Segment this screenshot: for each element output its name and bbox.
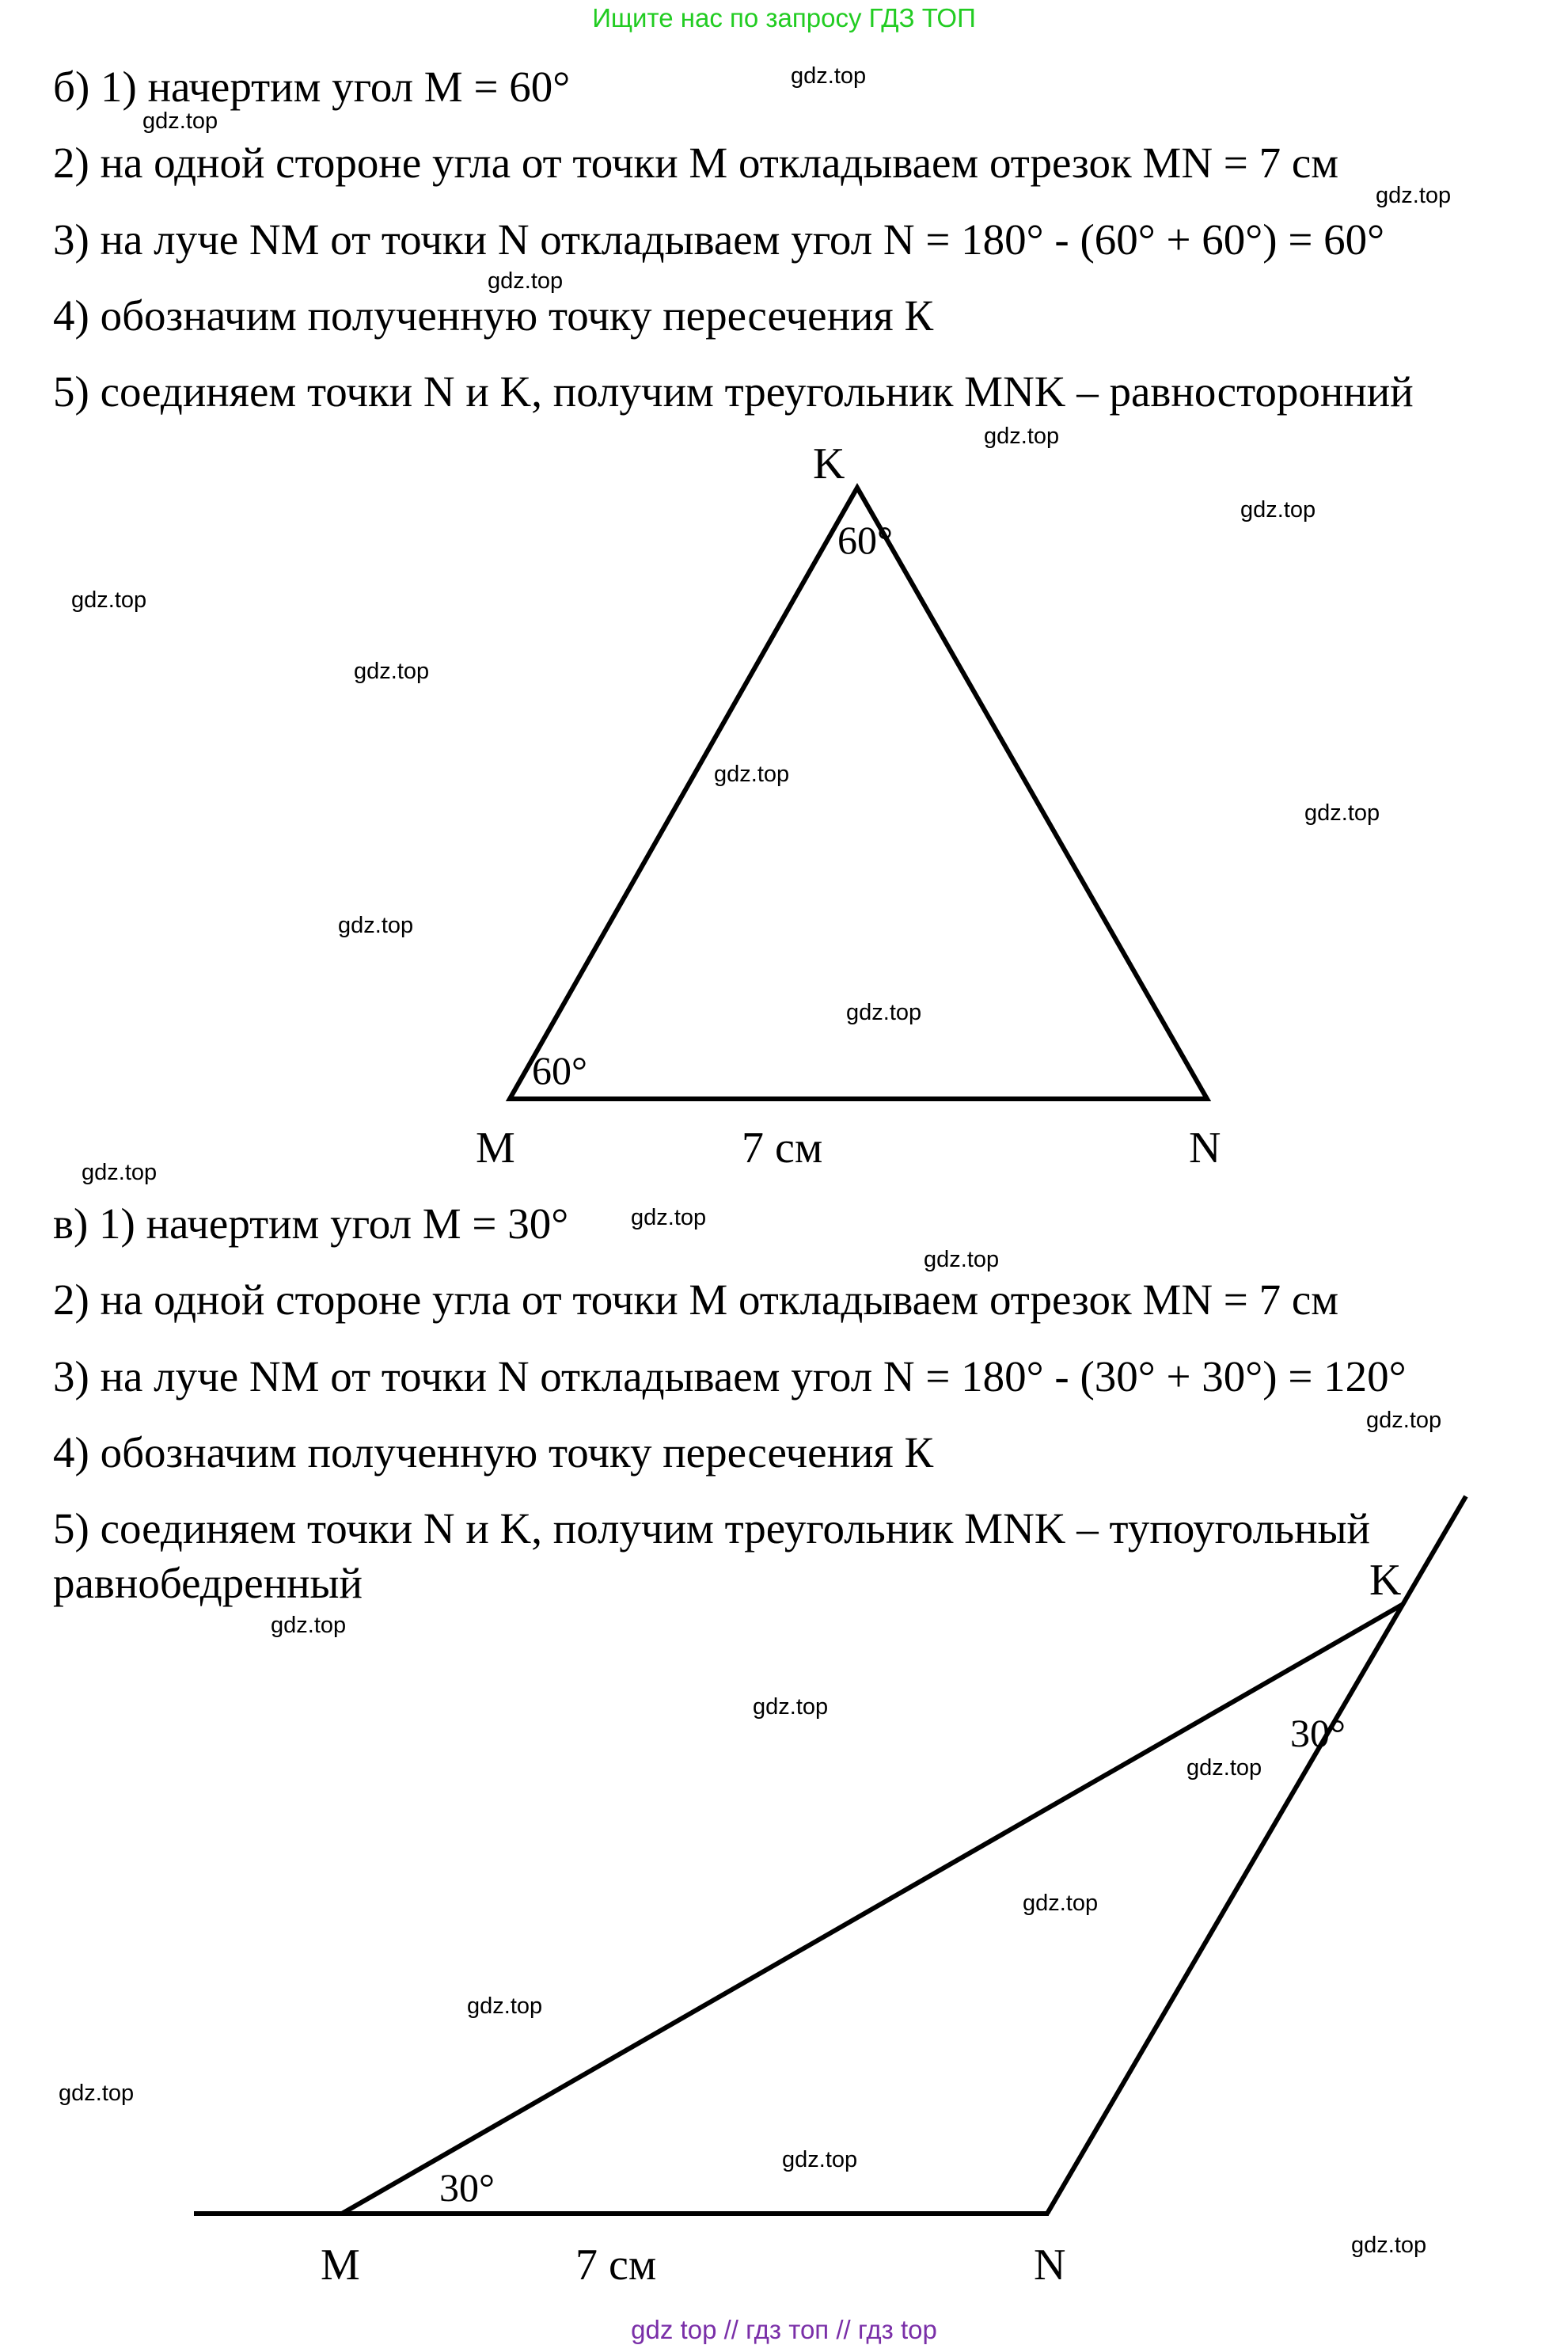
watermark: gdz.top [488, 268, 564, 294]
step-v-3: 3) на луче NM от точки N откладываем угол N = 180° - (30° + 30°) = 120° [53, 1352, 1407, 1401]
step-v-2: 2) на одной стороне угла от точки M откладываем отрезок MN = 7 см [53, 1275, 1339, 1324]
step-b-4: 4) обозначим полученную точку пересечения К [53, 291, 934, 340]
watermark: gdz.top [1304, 800, 1380, 826]
side-mn-v-label: 7 см [575, 2240, 657, 2290]
watermark: gdz.top [354, 659, 430, 684]
watermark: gdz.top [1023, 1891, 1099, 1916]
step-b-3: 3) на луче NM от точки N откладываем угол N = 180° - (60° + 60°) = 60° [53, 215, 1385, 264]
vertex-k-v: K [1369, 1556, 1402, 1605]
footer-links[interactable]: gdz top // гдз топ // гдз top [631, 2315, 937, 2344]
watermark: gdz.top [142, 108, 218, 134]
watermark: gdz.top [467, 1993, 543, 2019]
watermark: gdz.top [1186, 1755, 1262, 1781]
watermark: gdz.top [71, 587, 147, 613]
step-v-5: 5) соединяем точки N и K, получим треугольник MNK – тупоугольный [53, 1504, 1370, 1553]
top-banner[interactable]: Ищите нас по запросу ГДЗ ТОП [592, 3, 976, 32]
step-b-2: 2) на одной стороне угла от точки M откладываем отрезок MN = 7 см [53, 139, 1339, 187]
watermark: gdz.top [82, 1160, 158, 1185]
side-mk [342, 1604, 1403, 2214]
watermark: gdz.top [631, 1205, 707, 1230]
vertex-n-b: N [1189, 1123, 1221, 1172]
angle-m-b: 60° [532, 1048, 587, 1093]
watermark: gdz.top [984, 424, 1060, 449]
side-mn-b-label: 7 см [742, 1123, 823, 1172]
vertex-k-b: K [813, 439, 845, 488]
angle-k-b: 60° [837, 518, 893, 562]
watermark: gdz.top [714, 762, 790, 787]
watermark: gdz.top [1376, 183, 1452, 208]
watermark: gdz.top [924, 1247, 1000, 1272]
step-v-5-cont: равнобедренный [53, 1559, 363, 1607]
vertex-m-b: M [476, 1123, 515, 1172]
watermark: gdz.top [791, 63, 867, 89]
watermark: gdz.top [338, 913, 414, 938]
vertex-m-v: M [321, 2240, 360, 2290]
watermark: gdz.top [59, 2081, 135, 2106]
side-nk-ray [1047, 1496, 1466, 2214]
step-v-4: 4) обозначим полученную точку пересечения К [53, 1428, 934, 1477]
watermark: gdz.top [846, 1000, 922, 1025]
step-b-5: 5) соединяем точки N и K, получим треугольник MNK – равносторонний [53, 367, 1414, 416]
vertex-n-v: N [1034, 2240, 1066, 2290]
watermark: gdz.top [1240, 497, 1316, 523]
angle-m-v: 30° [439, 2165, 495, 2210]
watermark: gdz.top [782, 2147, 858, 2172]
angle-k-v: 30° [1290, 1711, 1346, 1755]
step-b-1: б) 1) начертим угол M = 60° [53, 63, 571, 111]
watermark: gdz.top [753, 1694, 829, 1720]
step-v-1: в) 1) начертим угол M = 30° [53, 1199, 569, 1248]
watermark: gdz.top [1366, 1408, 1442, 1433]
watermark: gdz.top [271, 1613, 347, 1638]
watermark: gdz.top [1351, 2233, 1427, 2258]
